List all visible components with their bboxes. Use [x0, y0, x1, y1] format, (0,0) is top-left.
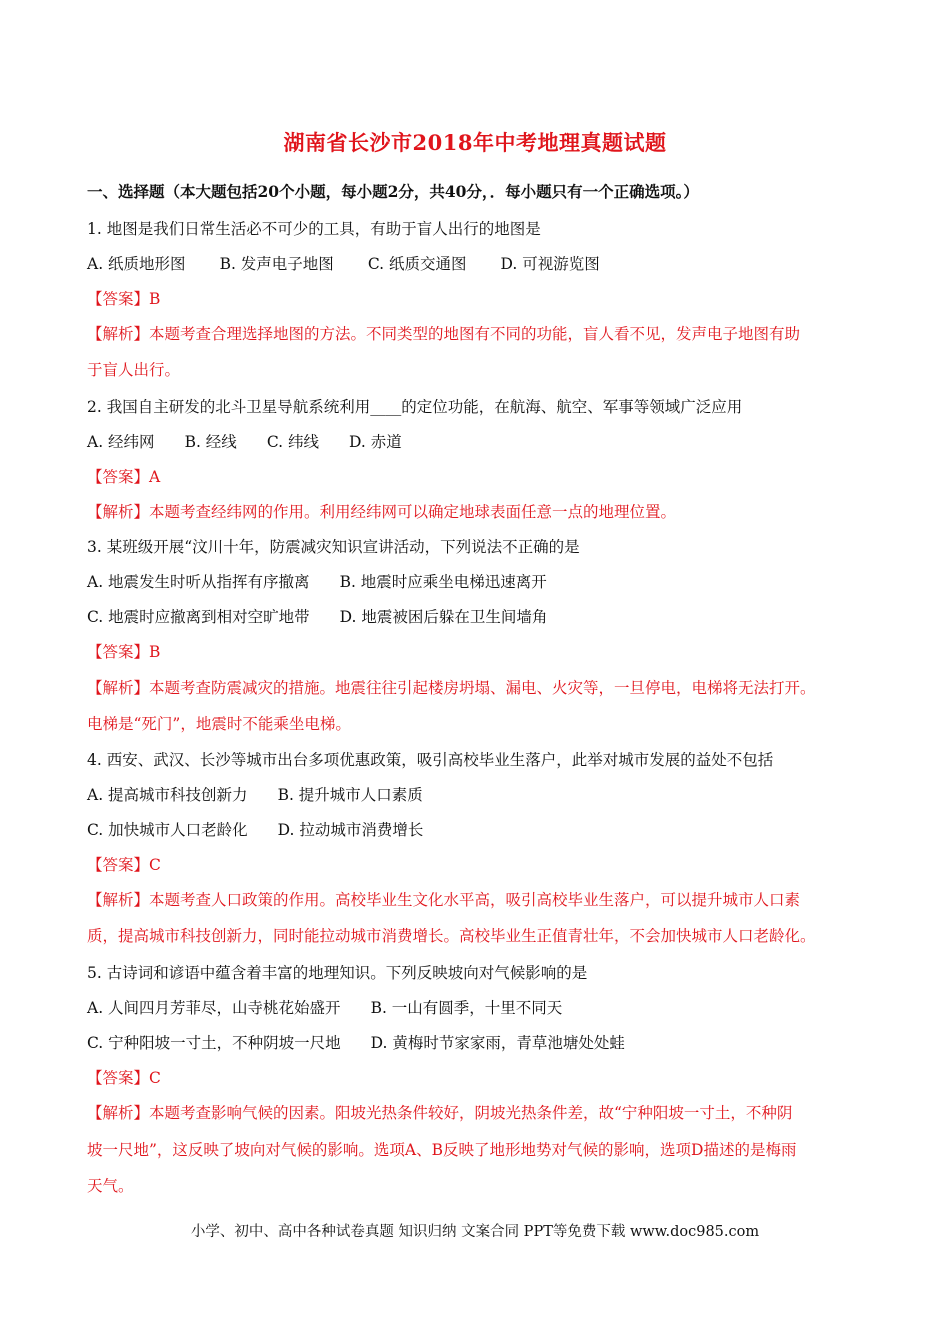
question-5-analysis-end: 天气。 — [87, 1177, 134, 1195]
question-1-answer: 【答案】B — [87, 290, 161, 308]
option-d: D. 黄梅时节家家雨，青草池塘处处蛙 — [370, 1034, 625, 1052]
question-2-answer: 【答案】A — [87, 468, 161, 486]
question-2-options — [87, 430, 402, 452]
option-c: C. 宁种阳坡一寸土，不种阴坡一尺地 — [87, 1034, 341, 1052]
option-d: D. 拉动城市消费增长 — [277, 821, 424, 839]
question-5-options-row-2 — [87, 1031, 625, 1053]
question-4-analysis: 【解析】本题考查人口政策的作用。高校毕业生文化水平高，吸引高校毕业生落户，可以提升城市人口素 — [87, 891, 801, 909]
question-3-stem: 3. 某班级开展“汶川十年，防震减灾知识宣讲活动，下列说法不正确的是 — [87, 538, 580, 556]
question-2-stem: 2. 我国自主研发的北斗卫星导航系统利用____的定位功能，在航海、航空、军事等领域广泛应用 — [87, 398, 743, 416]
option-c: C. 纸质交通图 — [367, 255, 467, 273]
section-header: 一、选择题（本大题包括20个小题，每小题2分，共40分，．每小题只有一个正确选项。） — [87, 182, 699, 201]
question-5-analysis-cont: 坡一尺地”，这反映了坡向对气候的影响。选项A、B反映了地形地势对气候的影响，选项D描述的是梅雨 — [87, 1141, 797, 1159]
option-d: D. 地震被困后躲在卫生间墙角 — [339, 608, 548, 626]
question-1-stem: 1. 地图是我们日常生活必不可少的工具，有助于盲人出行的地图是 — [87, 220, 541, 238]
option-a: A. 提高城市科技创新力 — [87, 786, 248, 804]
question-1-options — [87, 252, 600, 274]
option-b: B. 发声电子地图 — [219, 255, 334, 273]
question-4-options-row-2 — [87, 818, 423, 840]
option-a: A. 经纬网 — [87, 433, 155, 451]
option-b: B. 一山有圆季，十里不同天 — [370, 999, 563, 1017]
question-3-analysis: 【解析】本题考查防震减灾的措施。地震往往引起楼房坍塌、漏电、火灾等，一旦停电，电梯将无法打开。 — [87, 679, 816, 697]
option-a: A. 纸质地形图 — [87, 255, 186, 273]
question-4-answer: 【答案】C — [87, 856, 161, 874]
option-b: B. 地震时应乘坐电梯迅速离开 — [339, 573, 547, 591]
question-5-options-row-1 — [87, 996, 562, 1018]
question-3-options-row-2 — [87, 605, 547, 627]
option-b: B. 提升城市人口素质 — [277, 786, 423, 804]
page-footer: 小学、初中、高中各种试卷真题 知识归纳 文案合同 PPT等免费下载 www.doc985.com — [190, 1224, 760, 1240]
option-a: A. 地震发生时听从指挥有序撤离 — [87, 573, 310, 591]
question-3-answer: 【答案】B — [87, 643, 161, 661]
page-title: 湖南省长沙市2018年中考地理真题试题 — [283, 130, 667, 155]
question-4-analysis-cont: 质，提高城市科技创新力，同时能拉动城市消费增长。高校毕业生正值青壮年，不会加快城市人口老龄化。 — [87, 927, 816, 945]
question-1-analysis: 【解析】本题考查合理选择地图的方法。不同类型的地图有不同的功能，盲人看不见，发声电子地图有助 — [87, 325, 801, 343]
option-d: D. 可视游览图 — [500, 255, 600, 273]
question-4-stem: 4. 西安、武汉、长沙等城市出台多项优惠政策，吸引高校毕业生落户，此举对城市发展的益处不包括 — [87, 751, 774, 769]
question-3-options-row-1 — [87, 570, 547, 592]
option-d: D. 赤道 — [348, 433, 402, 451]
question-5-answer: 【答案】C — [87, 1069, 161, 1087]
question-5-analysis: 【解析】本题考查影响气候的因素。阳坡光热条件较好，阴坡光热条件差，故“宁种阳坡一寸土，不种阴 — [87, 1104, 793, 1122]
question-1-analysis-cont: 于盲人出行。 — [87, 361, 181, 379]
option-c: C. 加快城市人口老龄化 — [87, 821, 248, 839]
question-5-stem: 5. 古诗词和谚语中蕴含着丰富的地理知识。下列反映坡向对气候影响的是 — [87, 964, 588, 982]
option-c: C. 纬线 — [266, 433, 319, 451]
question-4-options-row-1 — [87, 783, 423, 805]
option-b: B. 经线 — [184, 433, 237, 451]
option-c: C. 地震时应撤离到相对空旷地带 — [87, 608, 310, 626]
question-2-analysis: 【解析】本题考查经纬网的作用。利用经纬网可以确定地球表面任意一点的地理位置。 — [87, 503, 677, 521]
question-3-analysis-cont: 电梯是“死门”，地震时不能乘坐电梯。 — [87, 715, 351, 733]
option-a: A. 人间四月芳菲尽，山寺桃花始盛开 — [87, 999, 341, 1017]
